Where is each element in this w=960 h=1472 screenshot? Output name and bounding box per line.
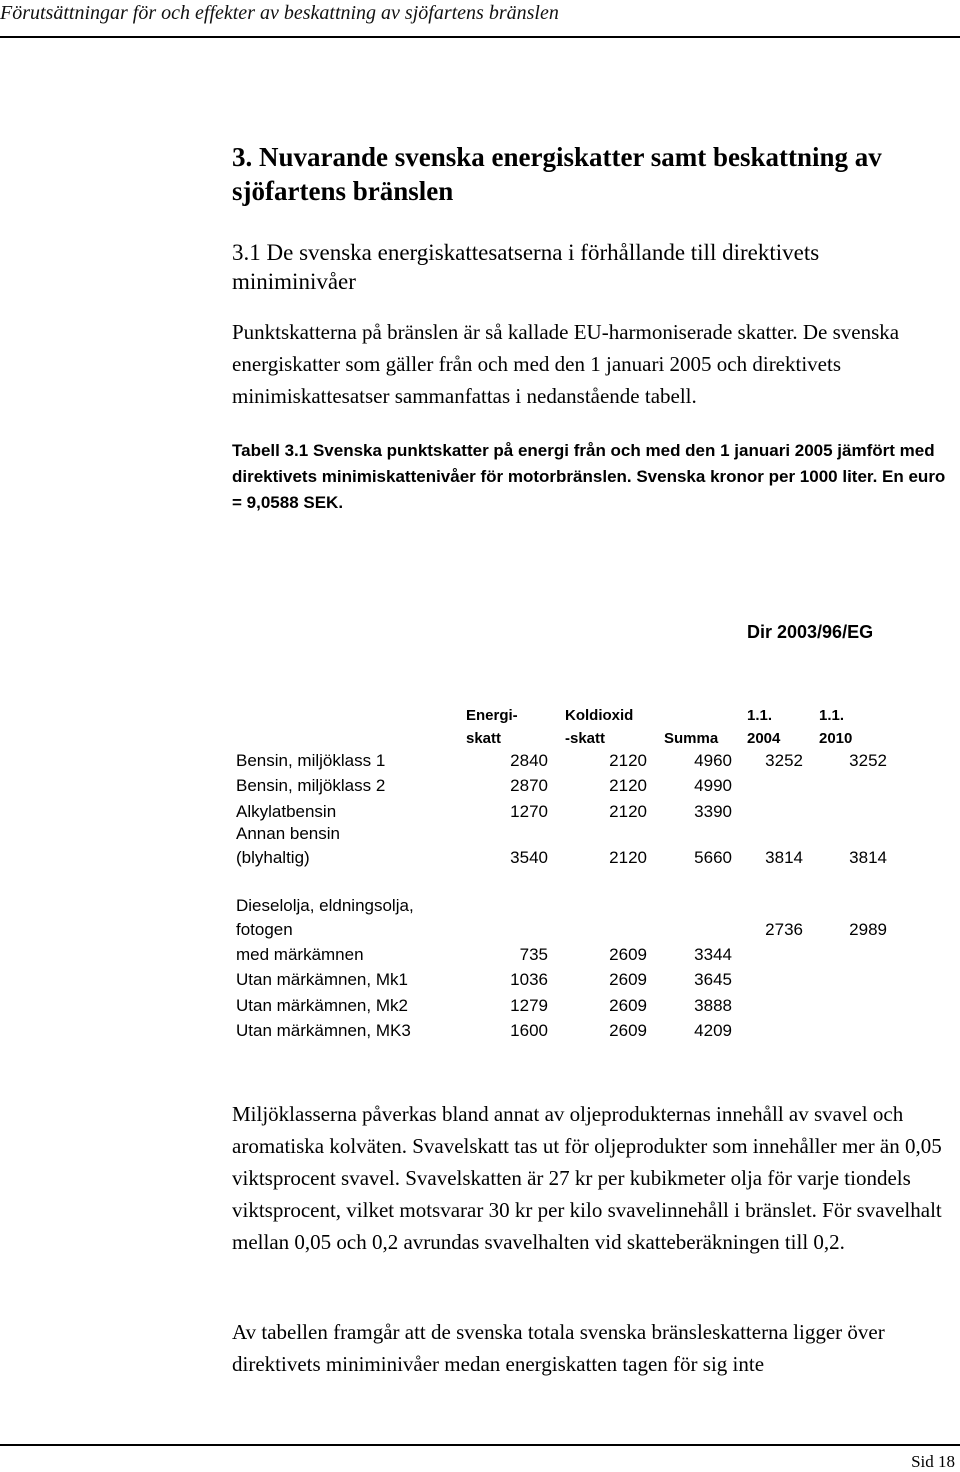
- col-dir-2004-line1: 1.1.: [747, 707, 773, 724]
- cell-dir-2004: 3252: [765, 751, 803, 770]
- col-dir-2010-line1: 1.1.: [819, 707, 845, 724]
- cell-summa: 3344: [694, 945, 732, 964]
- cell-summa: 3645: [694, 970, 732, 989]
- row-label: Bensin, miljöklass 2: [236, 776, 386, 795]
- cell-summa: 4990: [694, 776, 732, 795]
- cell-dir-2010: 2989: [849, 920, 887, 939]
- cell-dir-2004: 3814: [765, 848, 803, 867]
- directive-group-header: Dir 2003/96/EG: [747, 622, 874, 642]
- col-energiskatt-line1: Energi-: [466, 707, 518, 724]
- row-label: Alkylatbensin: [236, 802, 337, 821]
- cell-koldioxidskatt: 2609: [609, 945, 647, 964]
- cell-koldioxidskatt: 2120: [609, 848, 647, 867]
- subsection-title: 3.1 De svenska energiskattesatserna i förhållande till direktivets miniminivåer: [232, 240, 820, 294]
- cell-dir-2010: 3252: [849, 751, 887, 770]
- cell-summa: 4209: [694, 1021, 732, 1040]
- cell-summa: 3390: [694, 802, 732, 821]
- row-label: med märkämnen: [236, 945, 364, 964]
- cell-koldioxidskatt: 2120: [609, 751, 647, 770]
- cell-energiskatt: 2840: [510, 751, 548, 770]
- cell-energiskatt: 1279: [510, 996, 548, 1015]
- cell-summa: 5660: [694, 848, 732, 867]
- body-paragraph-sulfur: Miljöklasserna påverkas bland annat av oljeprodukternas innehåll av svavel och aromatiska kolväten. Svavelskatt tas ut för oljeprodukter som innehåller mer än 0,05 viktsprocent svavel. Svavelskatten är 27 kr per kubikmeter olja för varje tiondels viktsprocent, vilket motsvarar 30 kr per kilo svavelinnehåll i bränslet. För svavelhalt mellan 0,05 och 0,2 avrundas svavelhalten vid skatteberäkningen till 0,2.: [232, 1102, 942, 1254]
- col-dir-2004-line2: 2004: [747, 730, 781, 747]
- cell-koldioxidskatt: 2609: [609, 1021, 647, 1040]
- cell-energiskatt: 1600: [510, 1021, 548, 1040]
- intro-paragraph: Punktskatterna på bränslen är så kallade EU-harmoniserade skatter. De svenska energiskatter som gäller från och med den 1 januari 2005 och direktivets minimiskattesatser sammanfattas i nedanstående tabell.: [232, 320, 900, 408]
- cell-koldioxidskatt: 2609: [609, 996, 647, 1015]
- col-koldioxid-line2: -skatt: [565, 730, 606, 747]
- row-label-line1: Dieselolja, eldningsolja,: [236, 896, 414, 915]
- footer-rule: [0, 1444, 960, 1446]
- cell-energiskatt: 735: [519, 945, 548, 964]
- row-label: Utan märkämnen, Mk1: [236, 970, 408, 989]
- cell-summa: 4960: [694, 751, 732, 770]
- cell-dir-2004: 2736: [765, 920, 803, 939]
- row-label: Utan märkämnen, Mk2: [236, 996, 408, 1015]
- cell-koldioxidskatt: 2120: [609, 802, 647, 821]
- cell-energiskatt: 3540: [510, 848, 548, 867]
- row-label: Utan märkämnen, MK3: [236, 1021, 411, 1040]
- col-summa: Summa: [664, 730, 719, 747]
- row-label-line2: fotogen: [236, 920, 293, 939]
- col-koldioxid-line1: Koldioxid: [565, 707, 634, 724]
- cell-energiskatt: 1036: [510, 970, 548, 989]
- cell-dir-2010: 3814: [849, 848, 887, 867]
- running-header: Förutsättningar för och effekter av beskattning av sjöfartens bränslen: [0, 2, 559, 24]
- section-title: 3. Nuvarande svenska energiskatter samt beskattning av sjöfartens bränslen: [232, 142, 882, 206]
- page-number: Sid 18: [911, 1452, 955, 1471]
- cell-koldioxidskatt: 2609: [609, 970, 647, 989]
- row-label-line2: (blyhaltig): [236, 848, 310, 867]
- col-dir-2010-line2: 2010: [819, 730, 853, 747]
- body-paragraph-conclusion: Av tabellen framgår att de svenska totala svenska bränsleskatterna ligger över direktivets miniminivåer medan energiskatten tagen för sig inte: [232, 1320, 885, 1376]
- row-label-line1: Annan bensin: [236, 824, 340, 843]
- cell-energiskatt: 2870: [510, 776, 548, 795]
- table-caption: Tabell 3.1 Svenska punktskatter på energi från och med den 1 januari 2005 jämfört med direktivets minimiskattenivåer för motorbränslen. Svenska kronor per 1000 liter. En euro = 9,0588 SEK.: [232, 441, 946, 512]
- col-energiskatt-line2: skatt: [466, 730, 502, 747]
- cell-koldioxidskatt: 2120: [609, 776, 647, 795]
- row-label: Bensin, miljöklass 1: [236, 751, 386, 770]
- cell-summa: 3888: [694, 996, 732, 1015]
- header-rule: [0, 36, 960, 38]
- cell-energiskatt: 1270: [510, 802, 548, 821]
